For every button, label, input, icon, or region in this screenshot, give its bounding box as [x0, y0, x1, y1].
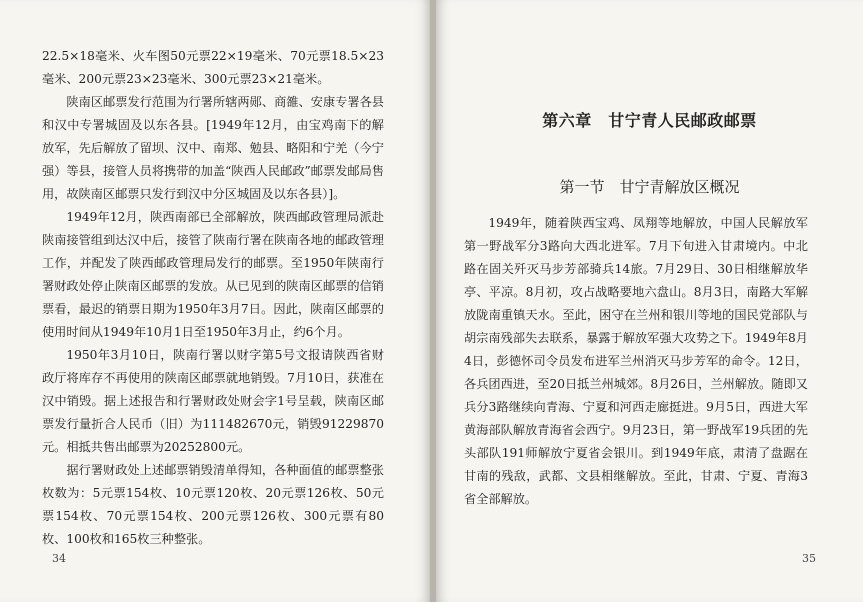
page-number: 35: [802, 552, 816, 565]
paragraph: 陕南区邮票发行范围为行署所辖两郧、商雒、安康专署各县和汉中专署城固及以东各县。[1949年12月，由宝鸡南下的解放军，先后解放了留坝、汉中、南郑、勉县、略阳和宁羌（今宁强）等县，接管人员将携带的加盖“陕西人民邮政”邮票发邮局售用，故陕南区邮票只发行到汉中分区城固及以东各县）]。: [42, 95, 384, 201]
paragraph: 1950年3月10日，陕南行署以财字第5号文报请陕西省财政厅将库存不再使用的陕南区邮票就地销毁。7月10日，获准在汉中销毁。据上述报告和行署财政处财会字1号呈载，陕南区邮票发行量折合人民币（旧）为111482670元，销毁91229870元。相抵共售出邮票为20252800元。: [42, 348, 384, 454]
right-page-text: [464, 212, 808, 511]
paragraph: 据行署财政处上述邮票销毁清单得知，各种面值的邮票整张枚数为：5元票154枚、10元票120枚、20元票126枚、50元票154枚、70元票154枚、200元票126枚、300元票有80枚、100枚和165枚三种整张。: [42, 463, 384, 546]
paragraph: 22.5×18毫米、火车图50元票22×19毫米、70元票18.5×23毫米、200元票23×23毫米、300元票23×21毫米。: [42, 49, 384, 86]
right-page: [436, 0, 863, 602]
left-page-text: [42, 45, 384, 551]
chapter-title: 第六章 甘宁青人民邮政邮票: [542, 111, 757, 130]
paragraph: 1949年12月，陕西南部已全部解放，陕西邮政管理局派赴陕南接管组到达汉中后，接管了陕南行署在陕南各地的邮政管理工作，并配发了陕西邮政管理局发行的邮票。至1950年陕南行署财政处停止陕南区邮票的发放。从已见到的陕南区邮票的信销票看，最迟的销票日期为1950年3月7日。因此，陕南区邮票的使用时间从1949年10月1日至1950年3月止，约6个月。: [42, 210, 384, 339]
page-number: 34: [52, 552, 66, 565]
left-page: [0, 0, 430, 602]
section-title: 第一节 甘宁青解放区概况: [559, 178, 740, 196]
paragraph: 1949年，随着陕西宝鸡、凤翔等地解放，中国人民解放军第一野战军分3路向大西北进军。7月下旬进入甘肃境内。中北路在固关歼灭马步芳部骑兵14旅。7月29日、30日相继解放华亭、平凉。8月初，攻占战略要地六盘山。8月3日，南路大军解放陇南重镇天水。至此，困守在兰州和银川等地的国民党部队与胡宗南残部失去联系，暴露于解放军强大攻势之下。1949年8月4日，彭德怀司令员发布进军兰州消灭马步芳军的命令。12日，各兵团西进，至20日抵兰州城郊。8月26日，兰州解放。随即又兵分3路继续向青海、宁夏和河西走廊挺进。9月5日，西进大军黄海部队解放青海省会西宁。9月23日，第一野战军19兵团的先头部队191师解放宁夏省会银川。到1949年底，肃清了盘踞在甘南的残敌，武都、文县相继解放。至此，甘肃、宁夏、青海3省全部解放。: [464, 216, 808, 506]
